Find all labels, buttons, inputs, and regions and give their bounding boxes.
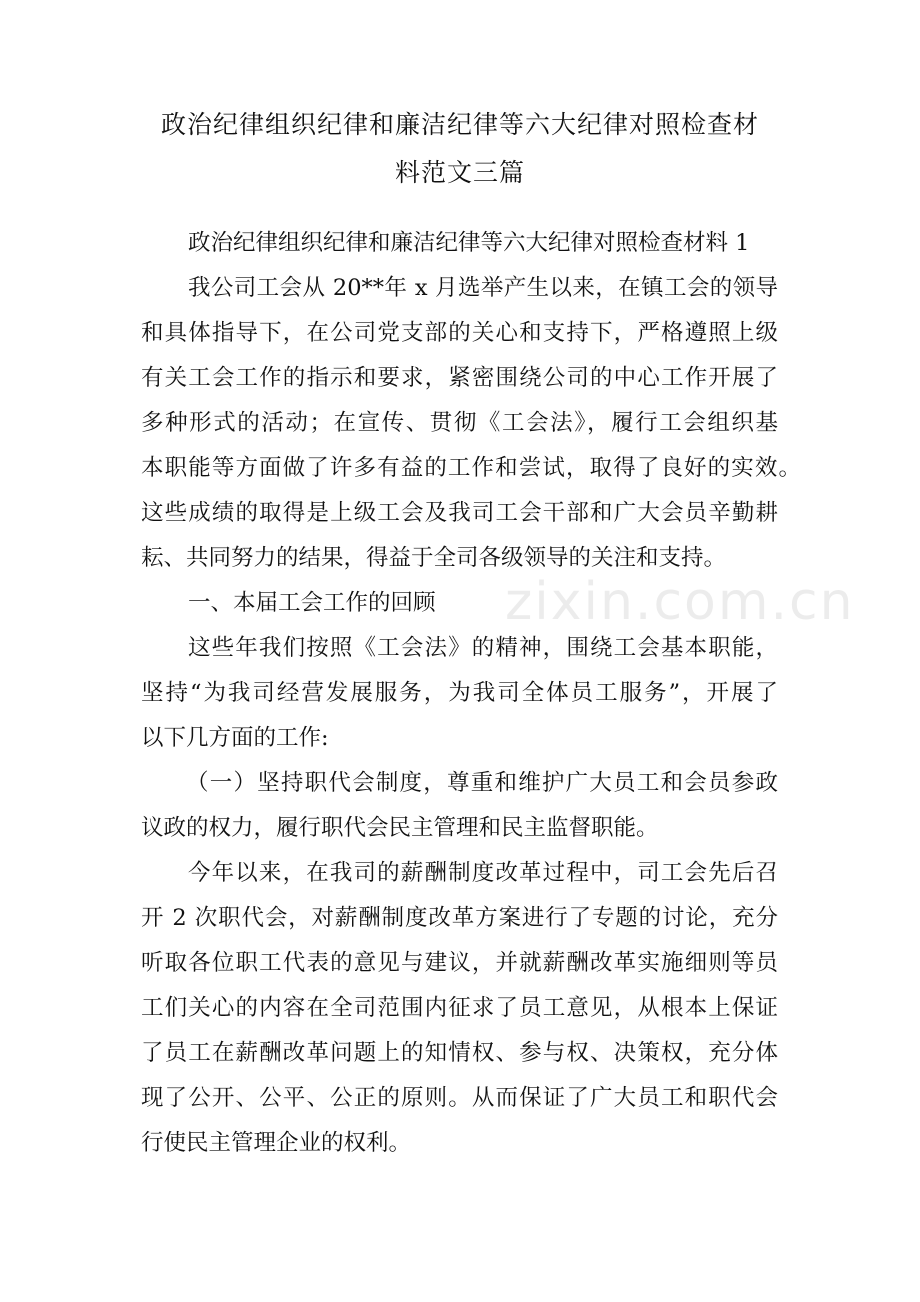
paragraph-line: 我公司工会从 20**年 x 月选举产生以来，在镇工会的领导 (188, 275, 778, 301)
paragraph-line: 多种形式的活动；在宣传、贯彻《工会法》，履行工会组织基 (141, 410, 778, 436)
paragraph-line: 这些年我们按照《工会法》的精神，围绕工会基本职能， (188, 635, 778, 661)
paragraph-line: 有关工会工作的指示和要求，紧密围绕公司的中心工作开展了 (141, 365, 778, 391)
paragraph-line: 行使民主管理企业的权利。 (141, 1130, 412, 1156)
document-title-line-1: 政治纪律组织纪律和廉洁纪律等六大纪律对照检查材 (160, 110, 759, 139)
paragraph-line: 以下几方面的工作: (141, 725, 329, 751)
section-heading: 一、本届工会工作的回顾 (188, 590, 436, 616)
subsection-heading: （一）坚持职代会制度，尊重和维护广大员工和会员参政 (186, 770, 778, 796)
paragraph-line: 和具体指导下，在公司党支部的关心和支持下，严格遵照上级 (141, 320, 778, 346)
document-title-line-2: 料范文三篇 (394, 158, 525, 187)
paragraph-line: 坚持“为我司经营发展服务，为我司全体员工服务”，开展了 (141, 680, 778, 706)
paragraph-line: 本职能等方面做了许多有益的工作和尝试，取得了良好的实效。 (141, 455, 801, 481)
paragraph-line: 开 2 次职代会，对薪酬制度改革方案进行了专题的讨论，充分 (141, 905, 778, 931)
paragraph-line: 现了公开、公平、公正的原则。从而保证了广大员工和职代会 (141, 1085, 778, 1111)
paragraph-line: 听取各位职工代表的意见与建议，并就薪酬改革实施细则等员 (141, 950, 778, 976)
paragraph-line: 工们关心的内容在全司范围内征求了员工意见，从根本上保证 (141, 995, 778, 1021)
paragraph-line: 议政的权力，履行职代会民主管理和民主监督职能。 (141, 815, 659, 841)
paragraph-line: 耘、共同努力的结果，得益于全司各级领导的关注和支持。 (141, 545, 727, 571)
section-subtitle: 政治纪律组织纪律和廉洁纪律等六大纪律对照检查材料 1 (188, 230, 750, 256)
paragraph-line: 今年以来，在我司的薪酬制度改革过程中，司工会先后召 (188, 860, 778, 886)
paragraph-line: 了员工在薪酬改革问题上的知情权、参与权、决策权，充分体 (141, 1040, 778, 1066)
watermark: zixin.com.cn (505, 572, 855, 632)
paragraph-line: 这些成绩的取得是上级工会及我司工会干部和广大会员辛勤耕 (141, 500, 778, 526)
